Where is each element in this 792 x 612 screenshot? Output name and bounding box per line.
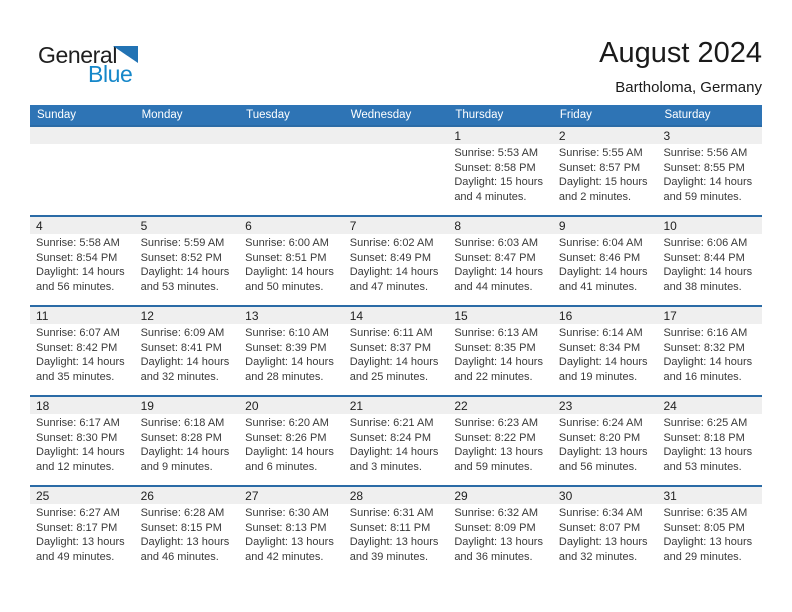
day-cell bbox=[657, 414, 762, 485]
sunset-text: Sunset: 8:42 PM bbox=[36, 341, 118, 354]
daylight-text-line1: Daylight: 14 hours bbox=[349, 266, 439, 279]
day-number: 10 bbox=[663, 219, 677, 233]
day-number-empty bbox=[239, 127, 344, 144]
sunset-text: Sunset: 8:34 PM bbox=[558, 341, 641, 354]
day-number-band bbox=[30, 217, 762, 234]
daylight-text-line1: Daylight: 14 hours bbox=[454, 266, 543, 279]
week-row bbox=[30, 395, 762, 485]
sunset-text: Sunset: 8:30 PM bbox=[36, 431, 118, 444]
day-cell bbox=[30, 414, 135, 485]
sunrise-text: Sunrise: 6:10 AM bbox=[245, 327, 329, 339]
sunrise-text: Sunrise: 5:59 AM bbox=[140, 237, 225, 249]
day-number: 30 bbox=[558, 489, 573, 503]
day-number: 12 bbox=[140, 309, 154, 323]
daylight-text-line1: Daylight: 14 hours bbox=[36, 266, 125, 279]
daylight-text-line1: Daylight: 13 hours bbox=[36, 536, 125, 549]
day-cell bbox=[657, 144, 762, 215]
sunset-text: Sunset: 8:55 PM bbox=[663, 161, 745, 174]
page-subtitle: Bartholoma, Germany bbox=[615, 79, 762, 96]
day-number: 19 bbox=[140, 399, 154, 413]
sunset-text: Sunset: 8:54 PM bbox=[36, 251, 118, 264]
sunrise-text: Sunrise: 6:31 AM bbox=[349, 507, 434, 519]
day-cell bbox=[344, 234, 449, 305]
daylight-text-line2: and 39 minutes. bbox=[349, 550, 429, 563]
day-number: 24 bbox=[663, 399, 677, 413]
daylight-text-line1: Daylight: 14 hours bbox=[663, 176, 753, 189]
daylight-text-line2: and 19 minutes. bbox=[558, 370, 638, 383]
daylight-text-line1: Daylight: 13 hours bbox=[245, 536, 334, 549]
daylight-text-line2: and 38 minutes. bbox=[663, 280, 742, 293]
daylight-text-line2: and 44 minutes. bbox=[454, 280, 533, 293]
sunset-text: Sunset: 8:57 PM bbox=[558, 161, 641, 174]
sunrise-text: Sunrise: 6:27 AM bbox=[36, 507, 120, 519]
daylight-text-line2: and 53 minutes. bbox=[663, 460, 742, 473]
daylight-text-line2: and 56 minutes. bbox=[36, 280, 115, 293]
daylight-text-line1: Daylight: 14 hours bbox=[36, 356, 125, 369]
day-cell bbox=[344, 324, 449, 395]
sunrise-text: Sunrise: 6:34 AM bbox=[558, 507, 643, 519]
sunset-text: Sunset: 8:17 PM bbox=[36, 521, 118, 534]
day-number: 7 bbox=[349, 219, 357, 233]
day-cell bbox=[448, 504, 553, 575]
day-header-sunday: Sunday bbox=[37, 109, 77, 121]
sunset-text: Sunset: 8:11 PM bbox=[349, 521, 431, 534]
day-number: 21 bbox=[349, 399, 364, 413]
day-cell bbox=[239, 234, 344, 305]
day-cell bbox=[344, 504, 449, 575]
day-cell bbox=[344, 414, 449, 485]
day-number: 2 bbox=[558, 129, 566, 143]
daylight-text-line1: Daylight: 13 hours bbox=[454, 536, 543, 549]
daylight-text-line1: Daylight: 15 hours bbox=[558, 176, 648, 189]
daylight-text-line2: and 47 minutes. bbox=[349, 280, 429, 293]
day-number: 26 bbox=[140, 489, 154, 503]
sunset-text: Sunset: 8:41 PM bbox=[140, 341, 222, 354]
sunrise-text: Sunrise: 6:03 AM bbox=[454, 237, 539, 249]
day-cell bbox=[657, 504, 762, 575]
daylight-text-line1: Daylight: 14 hours bbox=[36, 446, 125, 459]
day-cell bbox=[553, 144, 658, 215]
sunrise-text: Sunrise: 5:55 AM bbox=[558, 147, 643, 159]
daylight-text-line2: and 12 minutes. bbox=[36, 460, 115, 473]
day-header-thursday: Thursday bbox=[455, 109, 504, 121]
day-cell bbox=[135, 414, 240, 485]
day-header-saturday: Saturday bbox=[664, 109, 711, 121]
sunset-text: Sunset: 8:51 PM bbox=[245, 251, 327, 264]
day-cell-empty bbox=[344, 144, 449, 215]
week-row bbox=[30, 485, 762, 575]
day-cell bbox=[30, 504, 135, 575]
sunset-text: Sunset: 8:13 PM bbox=[245, 521, 327, 534]
daylight-text-line2: and 35 minutes. bbox=[36, 370, 115, 383]
sunset-text: Sunset: 8:05 PM bbox=[663, 521, 745, 534]
daylight-text-line2: and 49 minutes. bbox=[36, 550, 115, 563]
logo-text-general: General bbox=[38, 42, 118, 68]
daylight-text-line2: and 32 minutes. bbox=[140, 370, 219, 383]
sunrise-text: Sunrise: 6:25 AM bbox=[663, 417, 748, 429]
daylight-text-line1: Daylight: 14 hours bbox=[140, 266, 230, 279]
day-number: 6 bbox=[245, 219, 252, 233]
sunrise-text: Sunrise: 6:21 AM bbox=[349, 417, 434, 429]
sunrise-text: Sunrise: 6:13 AM bbox=[454, 327, 539, 339]
sunrise-text: Sunrise: 6:20 AM bbox=[245, 417, 329, 429]
day-cell bbox=[135, 324, 240, 395]
general-blue-logo bbox=[38, 42, 148, 88]
sunset-text: Sunset: 8:15 PM bbox=[140, 521, 222, 534]
day-cell bbox=[657, 234, 762, 305]
sunrise-text: Sunrise: 6:28 AM bbox=[140, 507, 225, 519]
day-number-band bbox=[30, 127, 762, 144]
day-number: 3 bbox=[663, 129, 671, 143]
sunrise-text: Sunrise: 5:53 AM bbox=[454, 147, 539, 159]
sunset-text: Sunset: 8:24 PM bbox=[349, 431, 432, 444]
daylight-text-line2: and 46 minutes. bbox=[140, 550, 219, 563]
sunset-text: Sunset: 8:49 PM bbox=[349, 251, 432, 264]
daylight-text-line2: and 9 minutes. bbox=[140, 460, 213, 473]
daylight-text-line2: and 3 minutes. bbox=[349, 460, 422, 473]
day-number: 4 bbox=[36, 219, 43, 233]
logo-text-blue: Blue bbox=[88, 61, 133, 87]
day-cell bbox=[553, 324, 658, 395]
sunset-text: Sunset: 8:28 PM bbox=[140, 431, 222, 444]
daylight-text-line1: Daylight: 14 hours bbox=[558, 266, 648, 279]
daylight-text-line1: Daylight: 14 hours bbox=[140, 356, 230, 369]
day-cell bbox=[448, 144, 553, 215]
sunrise-text: Sunrise: 6:09 AM bbox=[140, 327, 225, 339]
day-number-band bbox=[30, 397, 762, 414]
day-cell bbox=[239, 324, 344, 395]
day-cell bbox=[239, 504, 344, 575]
daylight-text-line2: and 50 minutes. bbox=[245, 280, 324, 293]
sunrise-text: Sunrise: 6:04 AM bbox=[558, 237, 643, 249]
day-number-band bbox=[30, 487, 762, 504]
sunset-text: Sunset: 8:37 PM bbox=[349, 341, 432, 354]
daylight-text-line2: and 42 minutes. bbox=[245, 550, 324, 563]
day-cell-empty bbox=[239, 144, 344, 215]
day-number: 23 bbox=[558, 399, 573, 413]
week-row bbox=[30, 215, 762, 305]
week-content-row bbox=[30, 144, 762, 215]
sunrise-text: Sunrise: 6:30 AM bbox=[245, 507, 329, 519]
sunset-text: Sunset: 8:39 PM bbox=[245, 341, 327, 354]
day-cell bbox=[135, 504, 240, 575]
day-number: 8 bbox=[454, 219, 461, 233]
day-number: 13 bbox=[245, 309, 259, 323]
day-number: 17 bbox=[663, 309, 677, 323]
day-header-wednesday: Wednesday bbox=[350, 109, 412, 121]
calendar-body bbox=[30, 125, 762, 575]
daylight-text-line2: and 25 minutes. bbox=[349, 370, 429, 383]
day-cell bbox=[553, 234, 658, 305]
daylight-text-line2: and 22 minutes. bbox=[454, 370, 533, 383]
day-number: 28 bbox=[349, 489, 364, 503]
sunset-text: Sunset: 8:35 PM bbox=[454, 341, 536, 354]
daylight-text-line1: Daylight: 13 hours bbox=[349, 536, 439, 549]
sunrise-text: Sunrise: 6:16 AM bbox=[663, 327, 748, 339]
sunset-text: Sunset: 8:26 PM bbox=[245, 431, 327, 444]
daylight-text-line1: Daylight: 14 hours bbox=[140, 446, 230, 459]
sunrise-text: Sunrise: 6:24 AM bbox=[558, 417, 643, 429]
daylight-text-line1: Daylight: 14 hours bbox=[558, 356, 648, 369]
daylight-text-line2: and 53 minutes. bbox=[140, 280, 219, 293]
sunset-text: Sunset: 8:44 PM bbox=[663, 251, 745, 264]
day-number: 20 bbox=[245, 399, 259, 413]
day-cell bbox=[30, 324, 135, 395]
day-number: 31 bbox=[663, 489, 677, 503]
sunrise-text: Sunrise: 6:14 AM bbox=[558, 327, 643, 339]
daylight-text-line2: and 56 minutes. bbox=[558, 460, 638, 473]
sunset-text: Sunset: 8:47 PM bbox=[454, 251, 536, 264]
day-number: 22 bbox=[454, 399, 468, 413]
daylight-text-line1: Daylight: 13 hours bbox=[558, 446, 648, 459]
sunrise-text: Sunrise: 6:32 AM bbox=[454, 507, 539, 519]
day-cell bbox=[448, 414, 553, 485]
day-cell bbox=[553, 504, 658, 575]
sunset-text: Sunset: 8:18 PM bbox=[663, 431, 745, 444]
sunset-text: Sunset: 8:58 PM bbox=[454, 161, 536, 174]
day-cell bbox=[30, 234, 135, 305]
page-title: August 2024 bbox=[599, 37, 762, 69]
daylight-text-line1: Daylight: 13 hours bbox=[558, 536, 648, 549]
sunrise-text: Sunrise: 6:23 AM bbox=[454, 417, 539, 429]
day-number: 16 bbox=[558, 309, 573, 323]
daylight-text-line2: and 29 minutes. bbox=[663, 550, 742, 563]
day-number: 29 bbox=[454, 489, 468, 503]
daylight-text-line2: and 28 minutes. bbox=[245, 370, 324, 383]
day-number: 25 bbox=[36, 489, 50, 503]
calendar-header-row bbox=[30, 105, 762, 125]
sunset-text: Sunset: 8:07 PM bbox=[558, 521, 641, 534]
sunrise-text: Sunrise: 6:06 AM bbox=[663, 237, 748, 249]
daylight-text-line2: and 32 minutes. bbox=[558, 550, 638, 563]
day-cell-empty bbox=[135, 144, 240, 215]
sunset-text: Sunset: 8:20 PM bbox=[558, 431, 641, 444]
daylight-text-line1: Daylight: 13 hours bbox=[663, 446, 753, 459]
daylight-text-line1: Daylight: 15 hours bbox=[454, 176, 543, 189]
daylight-text-line1: Daylight: 13 hours bbox=[454, 446, 543, 459]
daylight-text-line1: Daylight: 14 hours bbox=[245, 446, 334, 459]
daylight-text-line2: and 6 minutes. bbox=[245, 460, 318, 473]
week-row bbox=[30, 125, 762, 215]
day-cell bbox=[553, 414, 658, 485]
day-number-empty bbox=[344, 127, 449, 144]
daylight-text-line2: and 2 minutes. bbox=[558, 190, 632, 203]
day-number: 5 bbox=[140, 219, 148, 233]
day-number: 27 bbox=[245, 489, 259, 503]
week-content-row bbox=[30, 414, 762, 485]
daylight-text-line1: Daylight: 14 hours bbox=[663, 266, 753, 279]
sunrise-text: Sunrise: 6:00 AM bbox=[245, 237, 329, 249]
daylight-text-line1: Daylight: 14 hours bbox=[349, 446, 439, 459]
daylight-text-line1: Daylight: 14 hours bbox=[245, 356, 334, 369]
sunrise-text: Sunrise: 6:18 AM bbox=[140, 417, 225, 429]
daylight-text-line1: Daylight: 14 hours bbox=[349, 356, 439, 369]
day-cell-empty bbox=[30, 144, 135, 215]
daylight-text-line1: Daylight: 14 hours bbox=[245, 266, 334, 279]
sunset-text: Sunset: 8:22 PM bbox=[454, 431, 536, 444]
sunset-text: Sunset: 8:46 PM bbox=[558, 251, 641, 264]
day-cell bbox=[448, 324, 553, 395]
daylight-text-line1: Daylight: 13 hours bbox=[140, 536, 230, 549]
day-cell bbox=[657, 324, 762, 395]
day-cell bbox=[448, 234, 553, 305]
sunrise-text: Sunrise: 6:02 AM bbox=[349, 237, 434, 249]
sunset-text: Sunset: 8:09 PM bbox=[454, 521, 536, 534]
daylight-text-line2: and 36 minutes. bbox=[454, 550, 533, 563]
day-number: 18 bbox=[36, 399, 50, 413]
day-number-empty bbox=[30, 127, 135, 144]
daylight-text-line2: and 59 minutes. bbox=[454, 460, 533, 473]
sunset-text: Sunset: 8:52 PM bbox=[140, 251, 222, 264]
daylight-text-line2: and 59 minutes. bbox=[663, 190, 742, 203]
daylight-text-line2: and 4 minutes. bbox=[454, 190, 527, 203]
daylight-text-line1: Daylight: 13 hours bbox=[663, 536, 753, 549]
day-number-band bbox=[30, 307, 762, 324]
sunrise-text: Sunrise: 6:11 AM bbox=[349, 327, 433, 339]
day-number-empty bbox=[135, 127, 240, 144]
day-number: 15 bbox=[454, 309, 468, 323]
day-header-friday: Friday bbox=[559, 109, 592, 121]
week-row bbox=[30, 305, 762, 395]
sunset-text: Sunset: 8:32 PM bbox=[663, 341, 745, 354]
daylight-text-line1: Daylight: 14 hours bbox=[454, 356, 543, 369]
sunrise-text: Sunrise: 6:35 AM bbox=[663, 507, 748, 519]
day-cell bbox=[135, 234, 240, 305]
day-number: 1 bbox=[454, 129, 461, 143]
day-header-tuesday: Tuesday bbox=[246, 109, 290, 121]
week-content-row bbox=[30, 504, 762, 575]
sunrise-text: Sunrise: 6:07 AM bbox=[36, 327, 120, 339]
sunrise-text: Sunrise: 5:56 AM bbox=[663, 147, 748, 159]
daylight-text-line2: and 16 minutes. bbox=[663, 370, 742, 383]
week-content-row bbox=[30, 324, 762, 395]
daylight-text-line2: and 41 minutes. bbox=[558, 280, 638, 293]
day-cell bbox=[239, 414, 344, 485]
sunrise-text: Sunrise: 5:58 AM bbox=[36, 237, 120, 249]
day-number: 14 bbox=[349, 309, 364, 323]
day-header-monday: Monday bbox=[141, 109, 183, 121]
week-content-row bbox=[30, 234, 762, 305]
day-number: 9 bbox=[558, 219, 566, 233]
calendar bbox=[30, 105, 762, 575]
day-number: 11 bbox=[36, 309, 49, 323]
sunrise-text: Sunrise: 6:17 AM bbox=[36, 417, 120, 429]
daylight-text-line1: Daylight: 14 hours bbox=[663, 356, 753, 369]
